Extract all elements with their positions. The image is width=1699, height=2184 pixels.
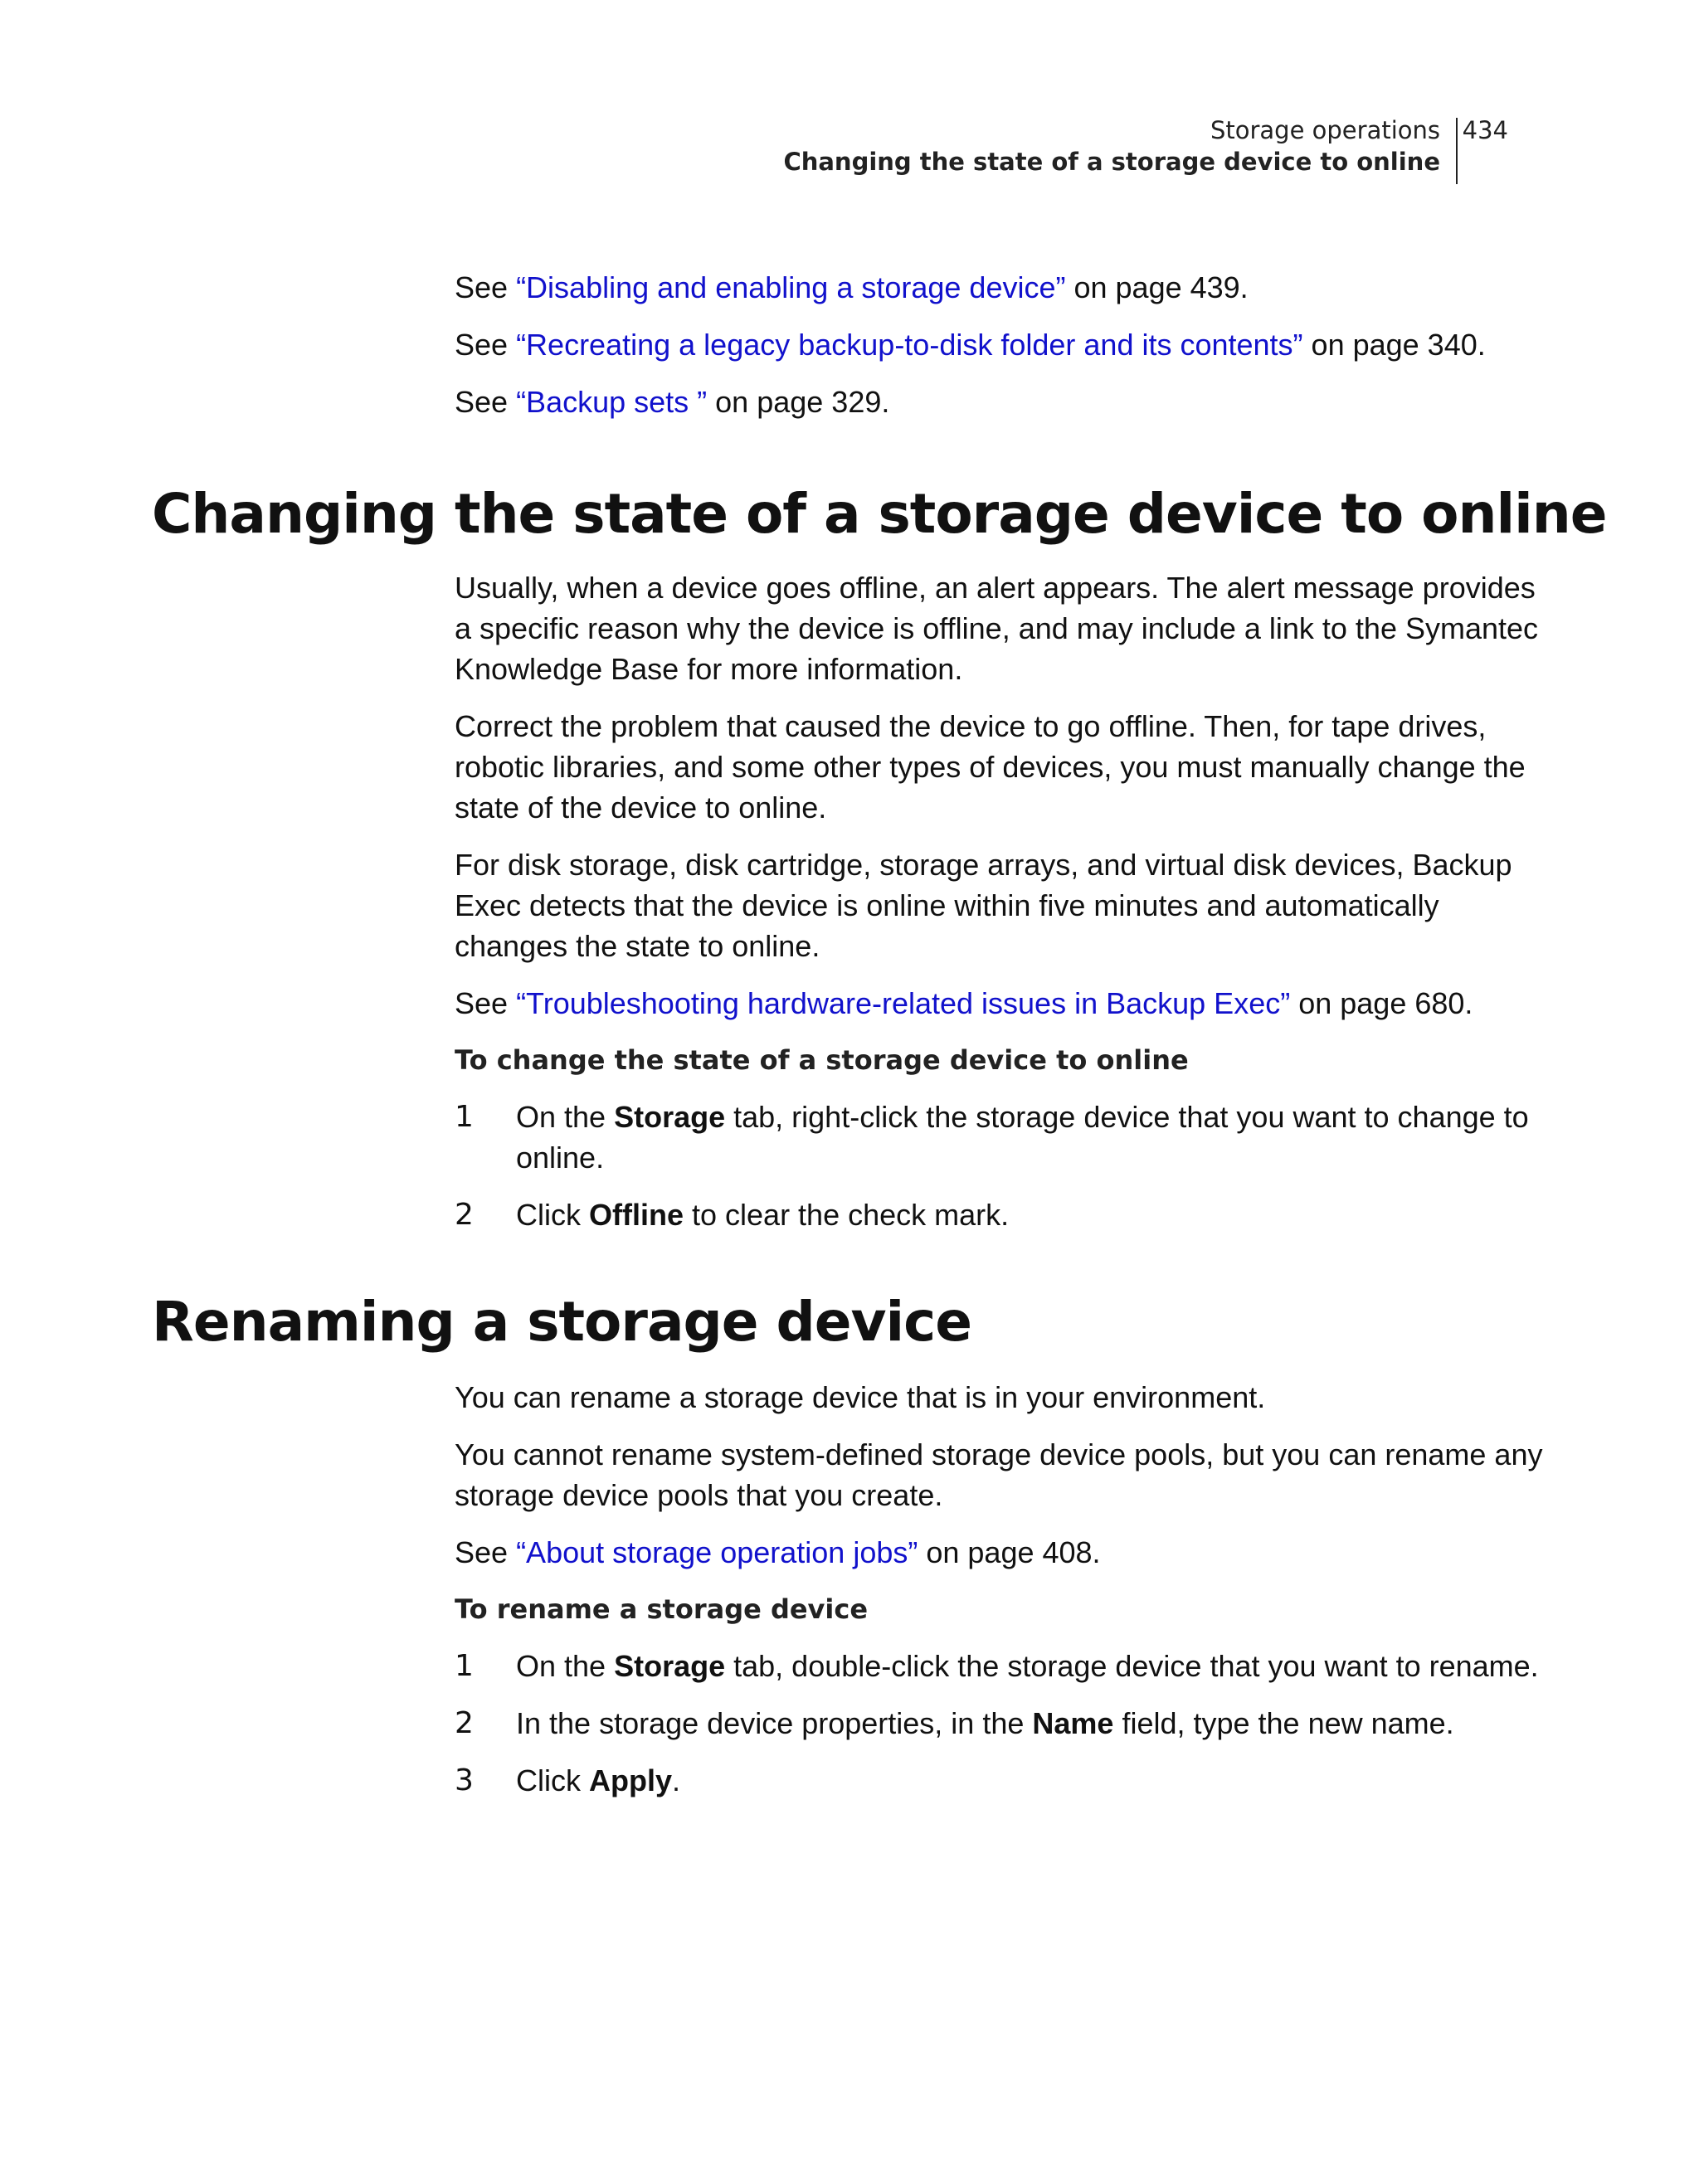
online-step-2-post: to clear the check mark.: [684, 1198, 1010, 1232]
online-paragraph-3: For disk storage, disk cartridge, storage arrays, and virtual disk devices, Backup Exec detects that the device is online within five minutes and automatically changes the state to online.: [455, 848, 1512, 963]
online-paragraph-1: Usually, when a device goes offline, an alert appears. The alert message provides a specific reason why the device is offline, and may include a link to the Symantec Knowledge Base for more information.: [455, 571, 1539, 686]
intro-ref-1-prefix: See: [455, 270, 517, 304]
rename-ref-suffix: on page 408.: [918, 1535, 1101, 1569]
online-step-1-pre: On the: [516, 1100, 615, 1134]
section-heading-rename: Renaming a storage device: [152, 1290, 972, 1354]
step-number: 2: [455, 1198, 474, 1232]
online-step-1: [455, 1097, 1558, 1178]
online-ref-prefix: See: [455, 986, 517, 1020]
running-header-chapter-title: Changing the state of a storage device to online: [783, 148, 1440, 176]
rename-paragraph-1: You can rename a storage device that is in your environment.: [455, 1380, 1266, 1414]
intro-ref-1-link[interactable]: “Disabling and enabling a storage device”: [516, 270, 1066, 304]
running-header-section: Storage operations: [1210, 116, 1440, 144]
intro-ref-1: [455, 267, 1558, 308]
online-step-1-bold: Storage: [614, 1100, 726, 1134]
online-ref-suffix: on page 680.: [1290, 986, 1473, 1020]
rename-ref-link[interactable]: “About storage operation jobs”: [516, 1535, 918, 1569]
rename-step-1-pre: On the: [516, 1649, 615, 1683]
online-step-2: [455, 1194, 1558, 1235]
rename-step-1: [455, 1646, 1558, 1686]
step-number: 2: [455, 1706, 474, 1740]
rename-step-1-post: tab, double-click the storage device that you want to rename.: [725, 1649, 1539, 1683]
step-number: 3: [455, 1763, 474, 1797]
online-reference: [455, 983, 1558, 1024]
rename-step-3-post: .: [672, 1763, 681, 1797]
page-number: 434: [1462, 116, 1508, 144]
online-step-1-post: tab, right-click the storage device that you want to change to online.: [516, 1100, 1529, 1175]
intro-ref-3-suffix: on page 329.: [707, 385, 890, 419]
online-step-2-bold: Offline: [589, 1198, 684, 1232]
section-heading-online: Changing the state of a storage device to online: [152, 482, 1607, 546]
intro-ref-2-suffix: on page 340.: [1302, 328, 1486, 362]
rename-paragraph-2: You cannot rename system-defined storage device pools, but you can rename any storage device pools that you create.: [455, 1437, 1543, 1512]
intro-references: [455, 267, 1558, 422]
rename-step-2-bold: Name: [1032, 1706, 1114, 1740]
rename-procedure-title: To rename a storage device: [455, 1593, 869, 1625]
running-header-titles: [783, 114, 1440, 178]
intro-ref-3: [455, 382, 1558, 422]
rename-step-2-pre: In the storage device properties, in the: [516, 1706, 1033, 1740]
intro-ref-3-link[interactable]: “Backup sets ”: [516, 385, 708, 419]
section-rename-body: [455, 1377, 1558, 1801]
intro-ref-1-suffix: on page 439.: [1065, 270, 1249, 304]
online-ref-link[interactable]: “Troubleshooting hardware-related issues in Backup Exec”: [516, 986, 1291, 1020]
running-header-divider: [1456, 118, 1458, 184]
rename-step-3-pre: Click: [516, 1763, 589, 1797]
rename-reference: [455, 1532, 1558, 1573]
intro-ref-2: [455, 324, 1558, 365]
intro-ref-2-link[interactable]: “Recreating a legacy backup-to-disk folder and its contents”: [516, 328, 1303, 362]
step-number: 1: [455, 1649, 474, 1683]
section-online-body: [455, 567, 1558, 1235]
rename-step-3: [455, 1760, 1558, 1801]
online-paragraph-2: Correct the problem that caused the device to go offline. Then, for tape drives, robotic libraries, and some other types of devices, you must manually change the state of the device to online.: [455, 709, 1526, 824]
rename-step-1-bold: Storage: [614, 1649, 726, 1683]
rename-ref-prefix: See: [455, 1535, 517, 1569]
online-procedure-title: To change the state of a storage device to online: [455, 1044, 1189, 1076]
rename-step-2-post: field, type the new name.: [1113, 1706, 1454, 1740]
running-header: [604, 114, 1599, 189]
step-number: 1: [455, 1100, 474, 1134]
intro-ref-2-prefix: See: [455, 328, 517, 362]
online-step-2-pre: Click: [516, 1198, 589, 1232]
intro-ref-3-prefix: See: [455, 385, 517, 419]
rename-step-2: [455, 1703, 1558, 1744]
rename-step-3-bold: Apply: [589, 1763, 673, 1797]
